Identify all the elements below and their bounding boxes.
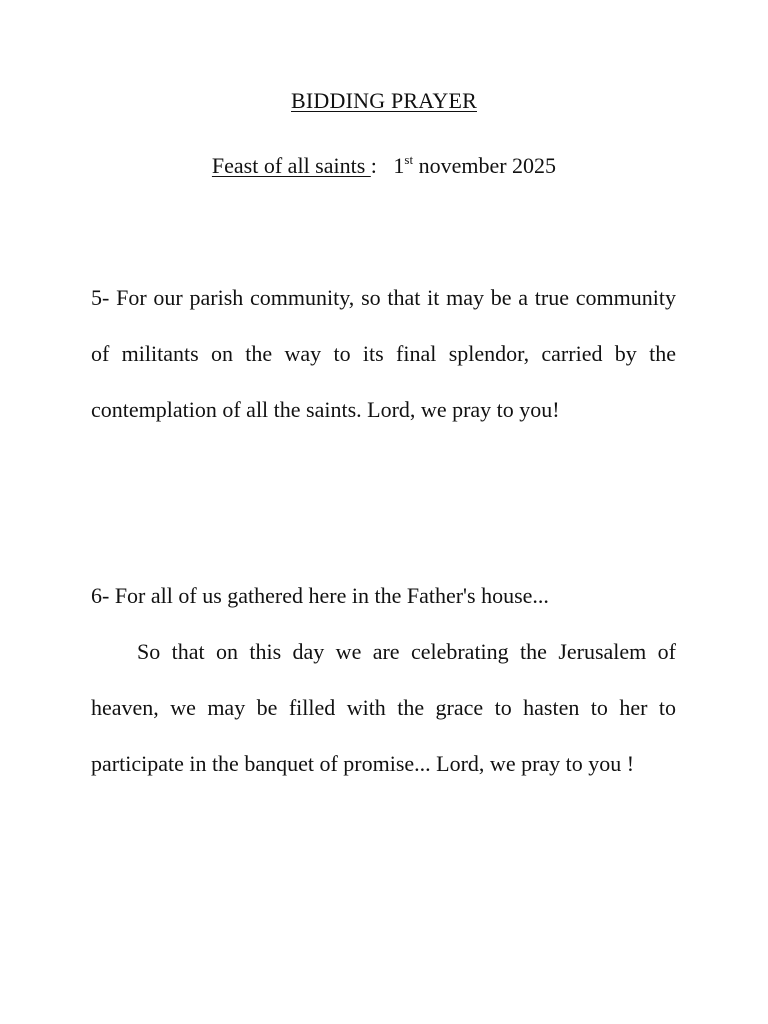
date-day-suffix: st	[404, 152, 414, 167]
date-day-number: 1	[393, 153, 405, 178]
intention-6-heading: 6- For all of us gathered here in the Father's house...	[91, 583, 549, 608]
page-title	[0, 88, 768, 114]
subtitle-separator: :	[370, 153, 394, 178]
intention-5: 5- For our parish community, so that it may be a true community of militants on the way to its final splendor, carried by the contemplation of all the saints. Lord, we pray to you!	[91, 285, 676, 422]
intention-6-body: So that on this day we are celebrating the Jerusalem of heaven, we may be filled with the grace to hasten to her to participate in the banquet of promise... Lord, we pray to you !	[91, 639, 676, 776]
date-rest: november 2025	[413, 153, 557, 178]
page-title-text: BIDDING PRAYER	[291, 88, 477, 113]
feast-label: Feast of all saints	[211, 153, 371, 178]
page-subtitle	[0, 152, 768, 180]
intention-6	[91, 568, 676, 792]
